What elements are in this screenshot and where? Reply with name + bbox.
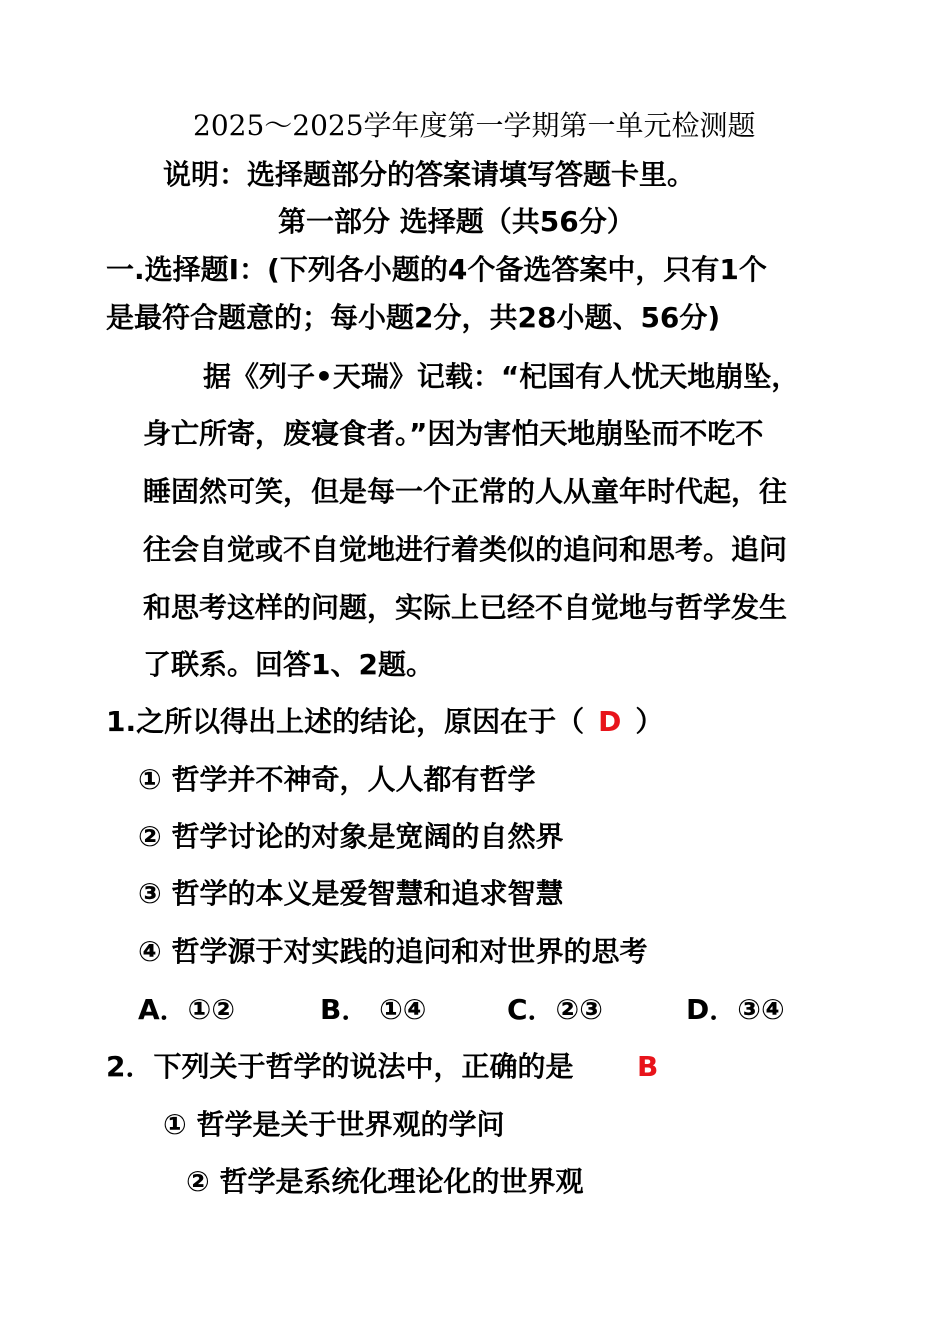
question-1-item-2: ② 哲学讨论的对象是宽阔的自然界 bbox=[138, 820, 564, 853]
question-1-choice-a: A．①② bbox=[138, 993, 236, 1026]
passage-line-5: 和思考这样的问题，实际上已经不自觉地与哲学发生 bbox=[143, 591, 788, 624]
passage-line-1: 据《列子•天瑞》记载：“杞国有人忧天地崩坠， bbox=[203, 360, 800, 393]
question-1-item-1: ① 哲学并不神奇，人人都有哲学 bbox=[138, 763, 536, 796]
passage-line-4: 往会自觉或不自觉地进行着类似的追问和思考。追问 bbox=[143, 533, 788, 566]
question-1-stem bbox=[106, 702, 663, 742]
question-2-stem: 2．下列关于哲学的说法中，正确的是 bbox=[106, 1050, 574, 1083]
passage-line-3: 睡固然可笑，但是每一个正常的人从童年时代起，往 bbox=[143, 475, 788, 508]
question-2-item-2: ② 哲学是系统化理论化的世界观 bbox=[186, 1165, 584, 1198]
question-1-item-4: ④ 哲学源于对实践的追问和对世界的思考 bbox=[138, 935, 648, 968]
question-1-close: ） bbox=[635, 705, 664, 738]
question-1-choice-c: C．②③ bbox=[507, 993, 603, 1026]
question-2-answer: B bbox=[637, 1050, 659, 1083]
question-1-choice-d: D．③④ bbox=[686, 993, 785, 1026]
section-heading-line-1: 一.选择题Ⅰ：(下列各小题的4个备选答案中，只有1个 bbox=[106, 253, 767, 286]
question-1-choice-b: B． ①④ bbox=[320, 993, 427, 1026]
passage-line-6: 了联系。回答1、2题。 bbox=[143, 648, 434, 681]
instruction-note: 说明：选择题部分的答案请填写答题卡里。 bbox=[163, 158, 696, 191]
document-title: 2025～2025学年度第一学期第一单元检测题 bbox=[193, 109, 756, 142]
question-1-answer: D bbox=[598, 705, 622, 738]
section-heading-line-2: 是最符合题意的；每小题2分，共28小题、56分) bbox=[106, 301, 721, 334]
part-heading: 第一部分 选择题（共56分） bbox=[278, 205, 635, 238]
question-1-item-3: ③ 哲学的本义是爱智慧和追求智慧 bbox=[138, 877, 564, 910]
passage-line-2: 身亡所寄，废寝食者。”因为害怕天地崩坠而不吃不 bbox=[143, 417, 764, 450]
question-2-item-1: ① 哲学是关于世界观的学问 bbox=[163, 1108, 505, 1141]
question-1-stem-text: 1.之所以得出上述的结论，原因在于（ bbox=[106, 705, 585, 738]
